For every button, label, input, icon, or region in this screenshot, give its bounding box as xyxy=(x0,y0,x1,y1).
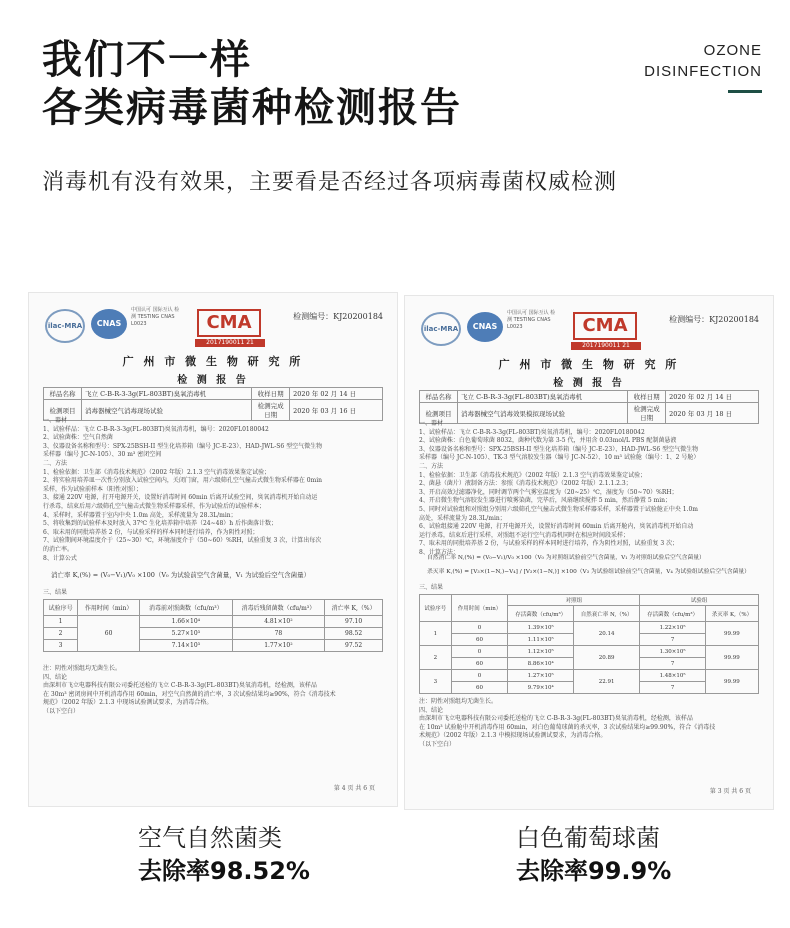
formula: 自然消亡率 N,(%) = (V₀−V₁)/V₀ ×100（V₀ 为对照组试验前空气含菌量，V₁ 为对照组试验后空气含菌量） xyxy=(427,555,705,561)
table-cell: 1.39×10⁵ xyxy=(508,622,574,634)
table-cell: 0 xyxy=(451,670,508,682)
table-cell: 1.27×10⁵ xyxy=(508,670,574,682)
text-line: 1、检验依据：卫生部《消毒技术规范》（2002 年版）2.1.3 空气消毒效果鉴定试验； xyxy=(43,468,271,476)
text-line: 的消亡率。 xyxy=(43,545,74,553)
text-line: （以下空白） xyxy=(419,740,456,748)
table-header-row xyxy=(44,600,383,616)
table-cell: 7 xyxy=(640,658,706,670)
section-heading: 二、方法 xyxy=(43,459,68,467)
page-subtitle: 消毒机有没有效果，主要看是否经过各项病毒菌权威检测 xyxy=(42,170,618,195)
table-cell: 7 xyxy=(640,634,706,646)
table-row xyxy=(420,670,759,682)
section-heading: 三、结果 xyxy=(43,589,68,596)
table-cell: 0 xyxy=(451,646,508,658)
text-line: 8、计算公式 xyxy=(43,554,77,562)
table-cell: 3 xyxy=(44,640,78,652)
section-heading: 四、结论 xyxy=(419,706,444,714)
text-line: 行杀毒，结束后用六级筛孔空气撞击式微生物采样器采样，作为试验后的试验样本； xyxy=(43,502,266,510)
table-cell: 7.14×10³ xyxy=(140,640,233,652)
sample-info-table xyxy=(43,387,383,421)
cma-number: 2017190011 21 xyxy=(195,339,265,347)
text-line: 5、同时对试验组和对照组分别用六级筛孔空气撞击式微生物采样器采样，采样器置于试验舱正中央 1.0m xyxy=(419,505,698,513)
institute-name: 广 州 市 微 生 物 研 究 所 xyxy=(498,358,680,371)
results-table xyxy=(419,594,759,694)
info-cell: 收样日期 xyxy=(252,388,290,400)
table-cell: 9.79×10⁴ xyxy=(508,682,574,694)
column-header: 存活菌数（cfu/m³） xyxy=(640,606,706,622)
cnas-text: 中国认可 国际互认 检测 TESTING CNAS L0023 xyxy=(507,310,556,330)
table-cell: 1.77×10² xyxy=(232,640,325,652)
text-line: 采样，作为试验前样本（阳性对照）； xyxy=(43,485,143,493)
table-note: 注：阴性对照组均无菌生长。 xyxy=(419,698,498,705)
text-line: 规范》（2002 年版）2.1.3 中现场试验测试要求，为消毒合格。 xyxy=(43,699,213,707)
ilac-mra-logo: ilac-MRA xyxy=(421,312,461,346)
report-title: 检 测 报 告 xyxy=(553,378,625,389)
group-header: 试验组 xyxy=(640,595,759,606)
table-cell: 60 xyxy=(451,682,508,694)
cnas-text: 中国认可 国际互认 检测 TESTING CNAS L0023 xyxy=(131,307,180,327)
table-cell: 1.22×10⁵ xyxy=(640,622,706,634)
table-row xyxy=(420,391,759,403)
conclusion-section xyxy=(43,665,383,717)
info-cell: 2020 年 03 月 16 日 xyxy=(290,400,383,421)
text-line: 在 30m³ 密闭房间中开机消毒作用 60min，对空气自然菌的消亡率，3 次试验结果均≥90%，符合《消毒技术 xyxy=(43,690,336,698)
text-line: 由深圳市飞立电器科技有限公司委托送检的飞立 C-B-R-3-3g(FL-803BT)臭氧消毒机，经检测，该样品 xyxy=(43,682,317,690)
text-line: 术规范》（2002 年版）2.1.3 中模拟现场试验测试要求，为消毒合格。 xyxy=(419,732,607,740)
text-line: 2、试验菌株：空气自然菌 xyxy=(43,434,113,442)
info-cell: 检测项目 xyxy=(420,403,458,424)
info-cell: 收样日期 xyxy=(628,391,666,403)
equipment-section xyxy=(43,417,383,563)
info-cell: 检测项目 xyxy=(44,400,82,421)
table-cell: 1.48×10⁵ xyxy=(640,670,706,682)
report-title: 检 测 报 告 xyxy=(177,375,249,386)
table-row xyxy=(44,388,383,400)
text-line: 3、开启高效过滤器净化，同时调节两个气雾室温度为（20~25）℃，湿度为（50~70）%RH； xyxy=(419,488,678,496)
text-line: 2、试验菌株：白色葡萄球菌 8032，菌种代数为第 3-5 代，并用含 0.03mol/L PBS 配制菌悬液 xyxy=(419,437,677,445)
info-cell: 2020 年 02 月 14 日 xyxy=(290,388,383,400)
table-cell: 99.99 xyxy=(705,622,758,646)
column-header: 消亡率 K,（%） xyxy=(325,600,383,616)
table-row xyxy=(420,622,759,634)
table-cell: 78 xyxy=(232,628,325,640)
info-cell: 消毒器械空气消毒现场试验 xyxy=(82,400,252,421)
column-header: 消毒前对照菌数（cfu/m³） xyxy=(140,600,233,616)
section-heading: 一、器材 xyxy=(43,417,68,424)
caption-left-label: 空气自然菌类 xyxy=(138,824,282,852)
cma-logo: CMA xyxy=(573,312,637,340)
text-line: 运行杀毒，结束后进行采样，对照组不运行空气消毒机同时在相应时间段采样； xyxy=(419,531,630,539)
institute-name: 广 州 市 微 生 物 研 究 所 xyxy=(122,355,304,368)
sample-info-table xyxy=(419,390,759,424)
text-line: 3、接通 220V 电源，打开电源开关，设置好消毒时间 60min 后离开试验空间，臭氧消毒机开始自动运 xyxy=(43,494,318,502)
table-cell: 97.52 xyxy=(325,640,383,652)
section-heading: 三、结果 xyxy=(419,584,444,591)
ilac-mra-logo: ilac-MRA xyxy=(45,309,85,343)
report-number: 检测编号：KJ20200184 xyxy=(669,315,759,324)
table-cell: 4.81×10² xyxy=(232,616,325,628)
section-heading: 二、方法 xyxy=(419,462,444,470)
text-line: 高处，采样流量为 28.3L/min； xyxy=(419,514,506,522)
text-line: 4、开启微生物气溶胶发生器进行喷雾染菌，完毕后，风扇继续搅拌 5 min，然后静置 5 min； xyxy=(419,497,672,505)
report-right xyxy=(404,295,774,810)
text-line: 7、试验期间环境温度介于（25~30）℃，环境湿度介于（50~60）%RH，试验重复 3 次，计算出每次 xyxy=(43,537,322,545)
page-number: 第 3 页 共 6 页 xyxy=(709,788,751,795)
table-row xyxy=(44,616,383,628)
cma-logo: CMA xyxy=(197,309,261,337)
text-line: 6、取未用的同批培养基 2 份，与试验采样的样本同时进行培养，作为阴性对照； xyxy=(43,528,259,536)
formula: 消亡率 K,(%) = (V₀−V₁)/V₀ ×100（V₀ 为试验前空气含菌量，V₁ 为试验后空气含菌量） xyxy=(51,571,311,579)
table-cell: 1 xyxy=(420,622,452,646)
english-tag-line-2: DISINFECTION xyxy=(644,63,762,80)
caption-right-rate: 去除率99.9% xyxy=(516,857,672,885)
text-line: 采样器（编号 JC-N-105）、TK-3 型气溶胶发生器（编号 JC-N-52）、10 m³ 试验舱（编号：1、2 号舱） xyxy=(419,454,700,462)
table-cell: 60 xyxy=(451,634,508,646)
report-left xyxy=(28,292,398,807)
cma-number: 2017190011 21 xyxy=(571,342,641,350)
english-tag-line-1: OZONE xyxy=(703,42,762,59)
table-cell: 1.66×10⁴ xyxy=(140,616,233,628)
text-line: 3、仪器设备名称和型号：SPX-25BSH-II 型生化培养箱（编号 JC-E-23）、HAD-JWL-S6 型空气微生物 xyxy=(43,442,323,450)
column-header: 杀灭率 K,（%） xyxy=(705,606,758,622)
formula-2: 杀灭率 K,(%) = [V₃×(1−N,)−V₄] / [V₃×(1−N,)] ×100（V₃ 为试验组试验前空气含菌量，V₄ 为试验组试验后空气含菌量） xyxy=(427,569,750,575)
cnas-logo: CNAS xyxy=(467,312,503,342)
text-line: 7、取未用的同批培养基 2 份，与试验采样的样本同时进行培养，作为阴性对照，试验重复 3 次； xyxy=(419,540,679,548)
text-line: 采样器（编号 JC-N-105）、30 m³ 密闭空间 xyxy=(43,451,162,459)
table-header-row xyxy=(420,595,759,606)
table-cell: 1.12×10⁵ xyxy=(508,646,574,658)
table-cell: 2 xyxy=(420,646,452,670)
section-heading: 四、结论 xyxy=(43,673,68,681)
text-line: 1、检验依据：卫生部《消毒技术规范》（2002 年版）2.1.3 空气消毒效果鉴定试验； xyxy=(419,471,647,479)
table-note: 注：阴性对照组均无菌生长。 xyxy=(43,665,122,672)
info-cell: 2020 年 02 月 14 日 xyxy=(666,391,759,403)
text-line: 8、计算方法： xyxy=(419,548,459,556)
table-cell: 2 xyxy=(44,628,78,640)
caption-right-label: 白色葡萄球菌 xyxy=(516,824,660,852)
equipment-section xyxy=(419,420,759,558)
table-cell: 99.99 xyxy=(705,670,758,694)
text-line: 由深圳市飞立电器科技有限公司委托送检的飞立 C-B-R-3-3g(FL-803BT)臭氧消毒机，经检测，该样品 xyxy=(419,715,693,723)
text-line: 5、将收集到的试验样本及时放入 37℃ 生化培养箱中培养（24~48）h 后作菌落计数； xyxy=(43,520,278,528)
text-line: （以下空白） xyxy=(43,707,80,715)
text-line: 1、试验样品：飞立 C-B-R-3-3g(FL-803BT)臭氧消毒机，编号：2020FL0180042 xyxy=(43,425,269,433)
table-cell: 5.27×10³ xyxy=(140,628,233,640)
table-cell: 98.52 xyxy=(325,628,383,640)
text-line: 6、试验组接通 220V 电源，打开电源开关，设置好消毒时间 60min 后离开舱内，臭氧消毒机开始自动 xyxy=(419,523,694,531)
page-title-line-1: 我们不一样 xyxy=(42,37,252,83)
column-header: 试验序号 xyxy=(420,595,452,622)
info-cell: 样品名称 xyxy=(420,391,458,403)
info-cell: 检测完成日期 xyxy=(252,400,290,421)
table-cell: 3 xyxy=(420,670,452,694)
table-cell: 0 xyxy=(451,622,508,634)
text-line: 2、菌悬（菌片）液制备方法：参照《消毒技术规范》（2002 年版）2.1.1.2.3； xyxy=(419,480,632,488)
conclusion-section xyxy=(419,698,759,750)
results-table xyxy=(43,599,383,652)
text-line: 3、仪器设备名称和型号：SPX-25BSH-II 型生化培养箱（编号 JC-E-23）、HAD-JWL-S6 型空气微生物 xyxy=(419,445,699,453)
group-header: 对照组 xyxy=(508,595,640,606)
caption-left-rate: 去除率98.52% xyxy=(138,857,310,885)
table-cell: 1.11×10⁵ xyxy=(508,634,574,646)
table-cell: 97.10 xyxy=(325,616,383,628)
table-cell: 20.89 xyxy=(573,646,639,670)
cnas-logo: CNAS xyxy=(91,309,127,339)
text-line: 4、采样时，采样器置于室内中央 1.0m 高处，采样流量为 28.3L/min； xyxy=(43,511,237,519)
column-header: 作用时间（min） xyxy=(451,595,508,622)
page-number: 第 4 页 共 6 页 xyxy=(333,785,375,792)
table-cell: 22.91 xyxy=(573,670,639,694)
info-cell: 2020 年 03 月 18 日 xyxy=(666,403,759,424)
table-cell: 1.30×10⁵ xyxy=(640,646,706,658)
text-line: 在 10m³ 试验舱中开机消毒作用 60min，对白色葡萄球菌的杀灭率，3 次试验结果均≥99.90%，符合《消毒技 xyxy=(419,723,716,731)
info-cell: 样品名称 xyxy=(44,388,82,400)
column-header: 自然衰亡率 N,（%） xyxy=(573,606,639,622)
report-number: 检测编号：KJ20200184 xyxy=(293,312,383,321)
table-cell: 60 xyxy=(451,658,508,670)
info-cell: 飞立 C-B-R-3-3g(FL-803BT)臭氧消毒机 xyxy=(82,388,252,400)
section-heading: 一、器材 xyxy=(419,420,444,427)
text-line: 2、将实验用培养皿一次性分别放入试验空间内，关闭门窗，用六级筛孔空气撞击式微生物采样器在 0min xyxy=(43,477,323,485)
text-line: 1、试验样品：飞立 C-B-R-3-3g(FL-803BT)臭氧消毒机，编号：2020FL0180042 xyxy=(419,428,645,436)
table-cell: 1 xyxy=(44,616,78,628)
info-cell: 消毒器械空气消毒效果模拟现场试验 xyxy=(458,403,628,424)
column-header: 消毒后残留菌数（cfu/m³） xyxy=(232,600,325,616)
accent-divider xyxy=(728,90,762,93)
table-cell: 60 xyxy=(78,616,140,652)
table-cell: 20.14 xyxy=(573,622,639,646)
column-header: 存活菌数（cfu/m³） xyxy=(508,606,574,622)
page-title-line-2: 各类病毒菌种检测报告 xyxy=(42,85,462,131)
table-cell: 7 xyxy=(640,682,706,694)
info-cell: 飞立 C-B-R-3-3g(FL-803BT)臭氧消毒机 xyxy=(458,391,628,403)
table-cell: 8.86×10⁴ xyxy=(508,658,574,670)
column-header: 试验序号 xyxy=(44,600,78,616)
table-cell: 99.99 xyxy=(705,646,758,670)
column-header: 作用时间（min） xyxy=(78,600,140,616)
table-row xyxy=(420,646,759,658)
info-cell: 检测完成日期 xyxy=(628,403,666,424)
